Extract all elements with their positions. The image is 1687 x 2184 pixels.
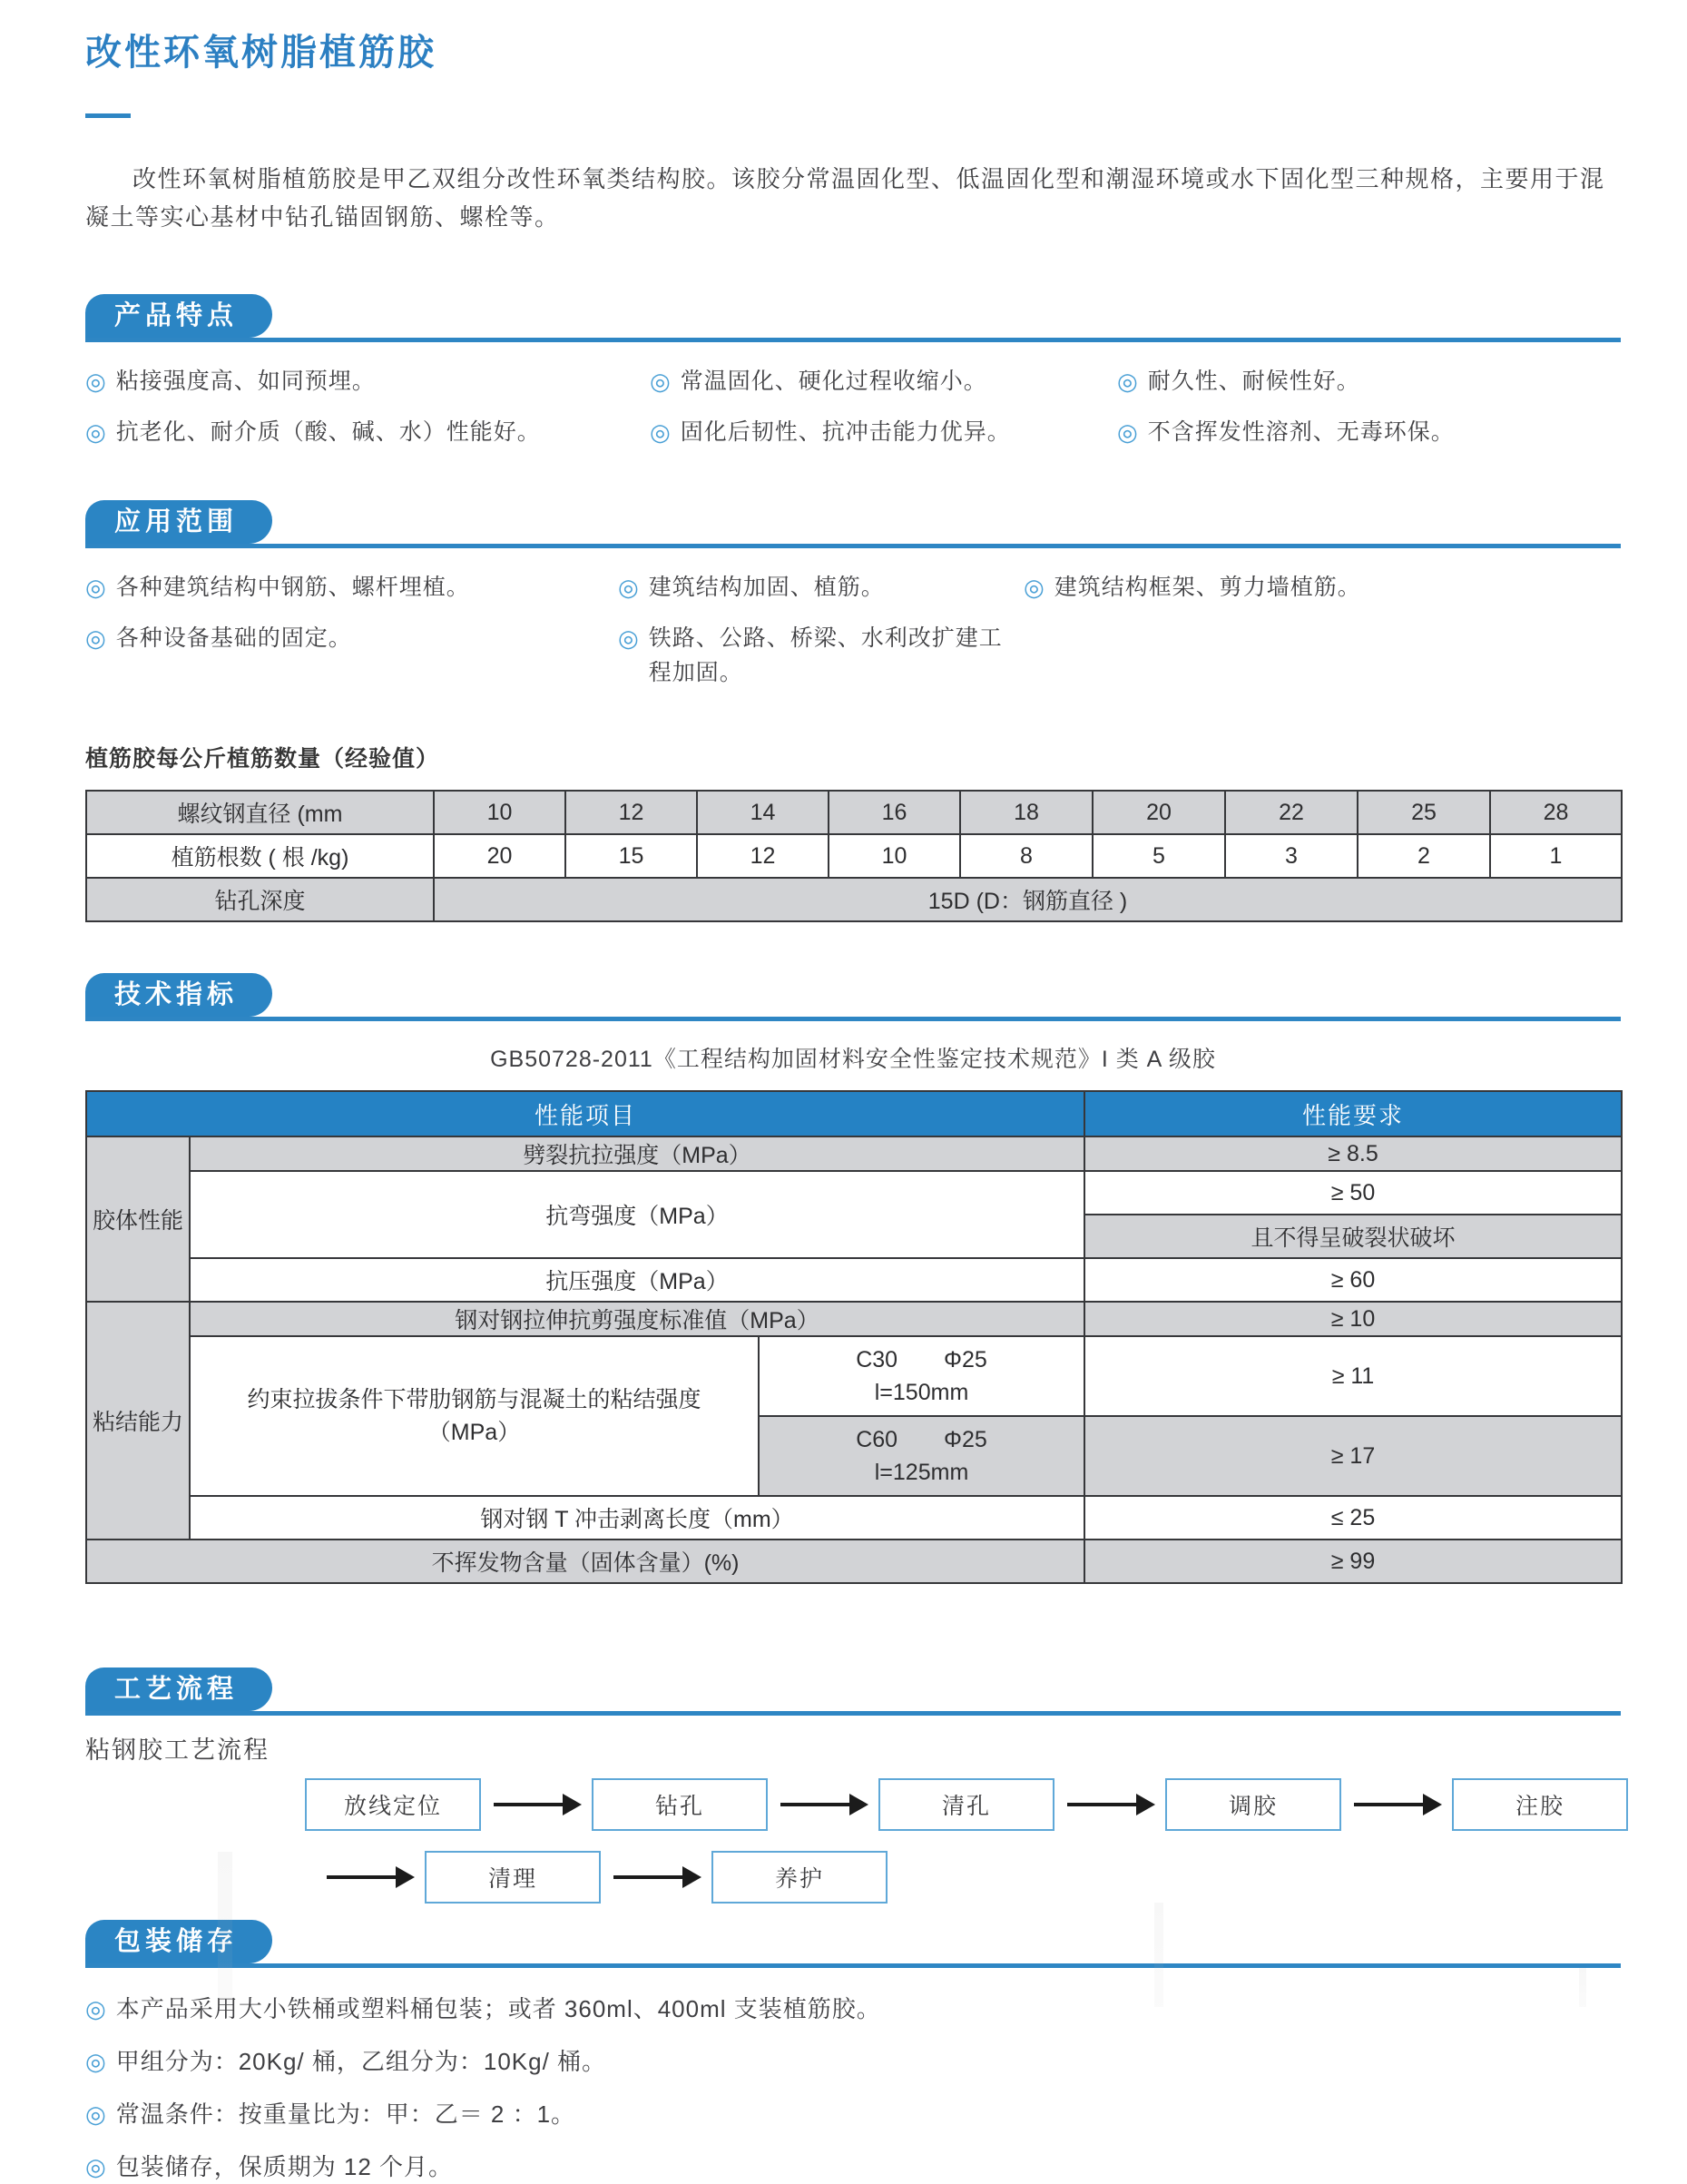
packaging-text: 常温条件：按重量比为：甲：乙＝ 2 ：1。 — [115, 2100, 576, 2129]
table-row — [86, 791, 1622, 834]
double-circle-bullet-icon: ◎ — [85, 418, 107, 447]
list-item — [650, 415, 1117, 449]
group-label: 胶体性能 — [86, 1136, 190, 1302]
list-item — [650, 364, 1117, 398]
tech-spec-table — [85, 1090, 1623, 1584]
list-item — [85, 1992, 1621, 2026]
list-item — [1117, 364, 1621, 398]
right-arrow-icon — [327, 1875, 397, 1879]
packaging-text: 本产品采用大小铁桶或塑料桶包装；或者 360ml、400ml 支装植筋胶。 — [115, 1995, 881, 2023]
features-badge: 产品特点 — [85, 294, 272, 338]
condition-line1: C30 Φ25 — [856, 1346, 987, 1372]
list-item — [85, 2044, 1621, 2079]
cell: 16 — [829, 791, 960, 834]
property-name: 抗压强度（MPa） — [190, 1258, 1084, 1302]
list-item — [85, 570, 618, 605]
double-circle-bullet-icon: ◎ — [1117, 418, 1139, 447]
feature-text: 抗老化、耐介质（酸、碱、水）性能好。 — [115, 419, 541, 446]
table-row — [86, 834, 1622, 878]
feature-text: 粘接强度高、如同预埋。 — [115, 369, 376, 395]
rebar-count-table — [85, 790, 1623, 922]
flow-step: 养护 — [711, 1851, 888, 1904]
flow-step: 清孔 — [878, 1778, 1054, 1831]
table-row — [86, 1136, 1622, 1171]
list-item — [1117, 415, 1621, 449]
list-item — [618, 570, 1024, 605]
page-title: 改性环氧树脂植筋胶 — [85, 33, 436, 73]
watermark-sketch — [1154, 1903, 1163, 2007]
packaging-text: 甲组分为：20Kg/ 桶，乙组分为：10Kg/ 桶。 — [115, 2048, 607, 2076]
condition-line2: l=125mm — [874, 1460, 969, 1486]
table-row — [86, 1171, 1622, 1215]
right-arrow-icon — [1354, 1803, 1425, 1806]
list-item — [85, 2150, 1621, 2184]
list-item — [85, 364, 650, 398]
feature-text: 不含挥发性溶剂、无毒环保。 — [1147, 419, 1455, 446]
requirement-value: ≥ 50 — [1084, 1171, 1622, 1215]
flow-step: 放线定位 — [305, 1778, 481, 1831]
cell: 2 — [1358, 834, 1490, 878]
property-name: 抗弯强度（MPa） — [190, 1171, 1084, 1258]
cell: 5 — [1093, 834, 1225, 878]
section-header-applications — [85, 500, 1621, 548]
cell: 20 — [1093, 791, 1225, 834]
watermark-sketch — [218, 1852, 232, 2007]
feature-text: 固化后韧性、抗冲击能力优异。 — [680, 419, 1011, 446]
section-header-features — [85, 294, 1621, 342]
table-row — [86, 1540, 1622, 1583]
cell: 18 — [960, 791, 1093, 834]
condition-line2: l=150mm — [874, 1380, 969, 1406]
list-item — [85, 415, 650, 449]
group-label: 粘结能力 — [86, 1302, 190, 1540]
application-text: 各种设备基础的固定。 — [115, 625, 352, 652]
column-header: 性能要求 — [1084, 1091, 1622, 1136]
requirement-value: ≥ 60 — [1084, 1258, 1622, 1302]
packaging-badge: 包装储存 — [85, 1920, 272, 1963]
double-circle-bullet-icon: ◎ — [650, 418, 672, 447]
applications-list — [85, 570, 1621, 690]
list-item — [85, 2097, 1621, 2131]
double-circle-bullet-icon: ◎ — [1024, 574, 1045, 602]
application-text: 建筑结构框架、剪力墙植筋。 — [1054, 575, 1361, 601]
property-name: 钢对钢 T 冲击剥离长度（mm） — [190, 1496, 1084, 1540]
application-text: 各种建筑结构中钢筋、螺杆埋植。 — [115, 575, 470, 601]
list-item — [618, 621, 1024, 690]
watermark-sketch — [1579, 1968, 1586, 2007]
intro-paragraph: 改性环氧树脂植筋胶是甲乙双组分改性环氧类结构胶。该胶分常温固化型、低温固化型和潮湿环境或水下固化型三种规格，主要用于混凝土等实心基材中钻孔锚固钢筋、螺栓等。 — [85, 165, 1605, 231]
double-circle-bullet-icon: ◎ — [85, 625, 107, 653]
row-label: 植筋根数 ( 根 /kg) — [86, 834, 434, 878]
double-circle-bullet-icon: ◎ — [85, 368, 107, 396]
double-circle-bullet-icon: ◎ — [85, 2100, 107, 2129]
double-circle-bullet-icon: ◎ — [85, 1995, 107, 2023]
application-text: 建筑结构加固、植筋。 — [648, 575, 885, 601]
double-circle-bullet-icon: ◎ — [85, 574, 107, 602]
cell: 8 — [960, 834, 1093, 878]
flow-step: 注胶 — [1452, 1778, 1628, 1831]
requirement-value: ≤ 25 — [1084, 1496, 1622, 1540]
table-header-row — [86, 1091, 1622, 1136]
cell: 14 — [697, 791, 829, 834]
list-item — [85, 621, 618, 690]
cell: 10 — [434, 791, 565, 834]
right-arrow-icon — [780, 1803, 851, 1806]
double-circle-bullet-icon: ◎ — [85, 2153, 107, 2181]
table-row — [86, 1302, 1622, 1336]
flow-row-1 — [305, 1778, 1621, 1831]
property-name-line1: 约束拉拔条件下带肋钢筋与混凝土的粘结强度 — [247, 1386, 701, 1412]
property-name-line2: （MPa） — [427, 1420, 521, 1446]
table-row — [86, 1258, 1622, 1302]
requirement-value: 且不得呈破裂状破坏 — [1084, 1215, 1622, 1258]
condition-cell — [759, 1336, 1084, 1416]
double-circle-bullet-icon: ◎ — [85, 2048, 107, 2076]
column-header: 性能项目 — [86, 1091, 1084, 1136]
requirement-value: ≥ 99 — [1084, 1540, 1622, 1583]
cell: 28 — [1490, 791, 1622, 834]
page-content — [85, 0, 1621, 2184]
cell: 1 — [1490, 834, 1622, 878]
cell: 15 — [565, 834, 697, 878]
requirement-value: ≥ 8.5 — [1084, 1136, 1622, 1171]
rebar-table-caption: 植筋胶每公斤植筋数量（经验值） — [85, 746, 440, 772]
flow-step: 调胶 — [1165, 1778, 1341, 1831]
right-arrow-icon — [1067, 1803, 1138, 1806]
cell: 15D (D：钢筋直径 ) — [434, 878, 1622, 921]
list-item — [1024, 570, 1621, 605]
process-subtitle: 粘钢胶工艺流程 — [85, 1736, 270, 1765]
row-label: 钻孔深度 — [86, 878, 434, 921]
section-header-tech — [85, 973, 1621, 1021]
double-circle-bullet-icon: ◎ — [618, 625, 640, 653]
packaging-list — [85, 1992, 1621, 2184]
cell: 10 — [829, 834, 960, 878]
tech-badge: 技术指标 — [85, 973, 272, 1017]
title-underline — [85, 113, 131, 118]
double-circle-bullet-icon: ◎ — [1117, 368, 1139, 396]
requirement-value: ≥ 11 — [1084, 1336, 1622, 1416]
process-badge: 工艺流程 — [85, 1668, 272, 1711]
cell: 22 — [1225, 791, 1358, 834]
table-row — [86, 1496, 1622, 1540]
condition-line1: C60 Φ25 — [856, 1426, 987, 1452]
section-header-packaging — [85, 1920, 1621, 1968]
table-row — [86, 1336, 1622, 1416]
right-arrow-icon — [613, 1875, 684, 1879]
cell: 12 — [697, 834, 829, 878]
applications-badge: 应用范围 — [85, 500, 272, 544]
standard-caption: GB50728-2011《工程结构加固材料安全性鉴定技术规范》I 类 A 级胶 — [490, 1047, 1216, 1073]
double-circle-bullet-icon: ◎ — [650, 368, 672, 396]
packaging-text: 包装储存，保质期为 12 个月。 — [115, 2153, 454, 2181]
cell: 20 — [434, 834, 565, 878]
features-list — [85, 364, 1621, 449]
feature-text: 常温固化、硬化过程收缩小。 — [680, 369, 987, 395]
feature-text: 耐久性、耐候性好。 — [1147, 369, 1360, 395]
flow-row-2 — [314, 1851, 1621, 1904]
property-name: 劈裂抗拉强度（MPa） — [190, 1136, 1084, 1171]
property-name: 不挥发物含量（固体含量）(%) — [86, 1540, 1084, 1583]
application-text: 铁路、公路、桥梁、水利改扩建工程加固。 — [648, 625, 1003, 686]
right-arrow-icon — [494, 1803, 564, 1806]
property-name — [190, 1336, 759, 1496]
flow-step: 钻孔 — [592, 1778, 768, 1831]
condition-cell — [759, 1416, 1084, 1496]
section-header-process — [85, 1668, 1621, 1716]
table-row — [86, 878, 1622, 921]
cell: 25 — [1358, 791, 1490, 834]
flow-step: 清理 — [425, 1851, 601, 1904]
row-label: 螺纹钢直径 (mm — [86, 791, 434, 834]
requirement-value: ≥ 10 — [1084, 1302, 1622, 1336]
property-name: 钢对钢拉伸抗剪强度标准值（MPa） — [190, 1302, 1084, 1336]
cell: 3 — [1225, 834, 1358, 878]
requirement-value: ≥ 17 — [1084, 1416, 1622, 1496]
double-circle-bullet-icon: ◎ — [618, 574, 640, 602]
cell: 12 — [565, 791, 697, 834]
